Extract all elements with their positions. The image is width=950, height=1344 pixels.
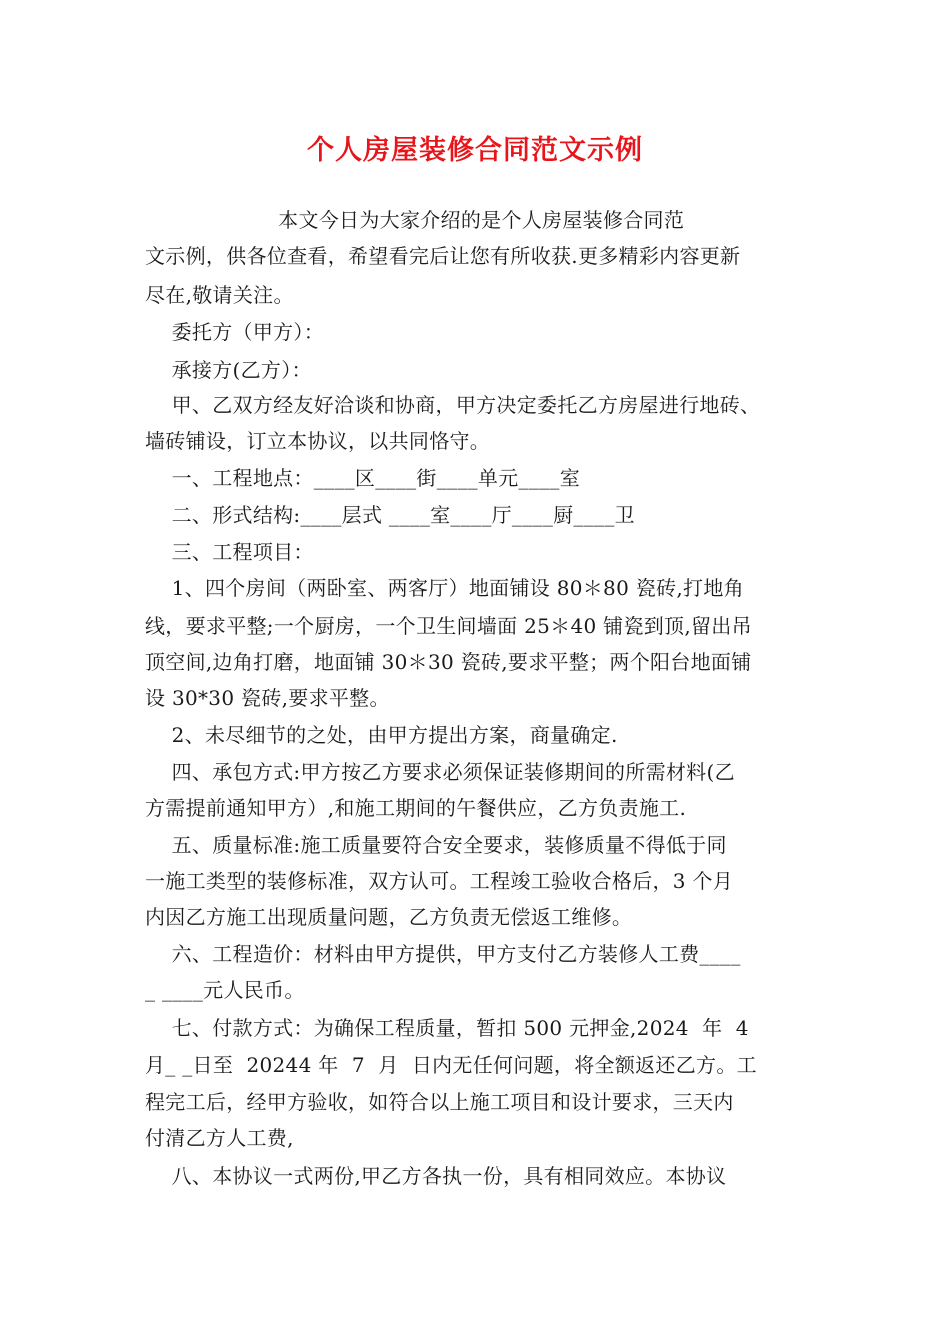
body-line: 文示例，供各位查看，希望看完后让您有所收获.更多精彩内容更新 — [145, 244, 741, 268]
body-line: 2、未尽细节的之处，由甲方提出方案，商量确定. — [145, 723, 618, 747]
document-title: 个人房屋装修合同范文示例 — [307, 135, 643, 166]
body-line: 月_ _日至 20244 年 7 月 日内无任何问题，将全额返还乙方。工 — [145, 1053, 757, 1077]
body-line: 四、承包方式:甲方按乙方要求必须保证装修期间的所需材料(乙 — [145, 760, 735, 784]
body-line: 委托方（甲方）： — [145, 320, 325, 344]
body-line: 六、工程造价：材料由甲方提供，甲方支付乙方装修人工费____ — [145, 942, 741, 966]
body-line: 方需提前通知甲方）,和施工期间的午餐供应，乙方负责施工. — [145, 796, 687, 820]
body-line: 二、形式结构:____层式 ____室____厅____厨____卫 — [145, 503, 635, 527]
body-line: 甲、乙双方经友好洽谈和协商，甲方决定委托乙方房屋进行地砖、 — [145, 393, 761, 417]
body-line: _ ____元人民币。 — [145, 978, 305, 1002]
body-line: 顶空间,边角打磨，地面铺 30＊30 瓷砖,要求平整；两个阳台地面铺 — [145, 650, 752, 674]
body-line: 承接方(乙方）： — [145, 358, 312, 382]
body-line: 本文今日为大家介绍的是个人房屋装修合同范 — [145, 208, 685, 232]
body-line: 内因乙方施工出现质量问题，乙方负责无偿返工维修。 — [145, 905, 633, 929]
body-line: 七、付款方式：为确保工程质量，暂扣 500 元押金,2024 年 4 — [145, 1016, 749, 1040]
body-line: 付清乙方人工费, — [145, 1126, 294, 1150]
body-line: 八、本协议一式两份,甲乙方各执一份，具有相同效应。本协议 — [145, 1164, 727, 1188]
body-line: 尽在,敬请关注。 — [145, 283, 294, 307]
body-line: 1、四个房间（两卧室、两客厅）地面铺设 80＊80 瓷砖,打地角 — [145, 576, 744, 600]
body-line: 程完工后，经甲方验收，如符合以上施工项目和设计要求，三天内 — [145, 1090, 734, 1114]
body-line: 五、质量标准:施工质量要符合安全要求，装修质量不得低于同 — [145, 833, 727, 857]
body-line: 一施工类型的装修标准，双方认可。工程竣工验收合格后，3 个月 — [145, 869, 734, 893]
body-line: 设 30*30 瓷砖,要求平整。 — [145, 686, 390, 710]
body-line: 墙砖铺设，订立本协议，以共同恪守。 — [145, 429, 491, 453]
body-line: 线，要求平整;一个厨房，一个卫生间墙面 25＊40 铺瓷到顶,留出吊 — [145, 614, 752, 638]
body-line: 一、工程地点：____区____街____单元____室 — [145, 466, 581, 490]
body-line: 三、工程项目： — [145, 540, 314, 564]
